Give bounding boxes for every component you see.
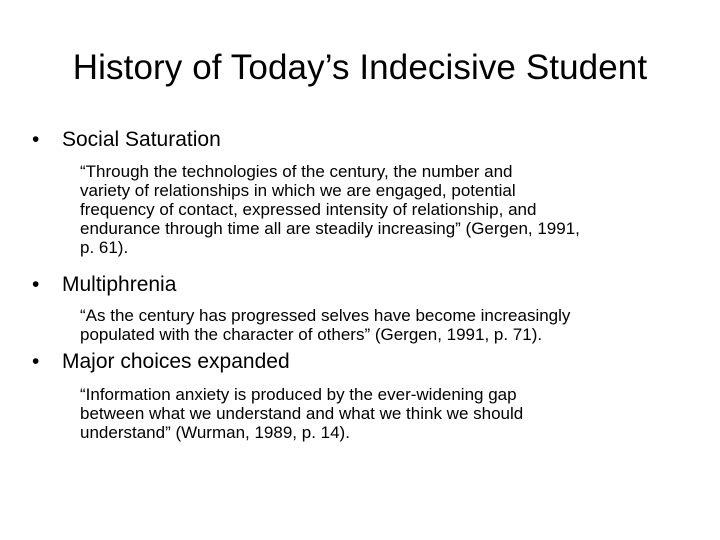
bullet-heading: Major choices expanded xyxy=(62,350,290,373)
quote-line: “Information anxiety is produced by the ever-widening gap xyxy=(80,385,517,404)
quote-line: p. 61). xyxy=(80,238,129,257)
quote-line: understand” (Wurman, 1989, p. 14). xyxy=(80,423,350,442)
bullet-multiphrenia xyxy=(32,272,176,298)
bullet-social-saturation xyxy=(32,127,221,153)
quote-major-choices-expanded xyxy=(80,385,670,442)
quote-line: “Through the technologies of the century, the number and xyxy=(80,162,513,181)
bullet-dot-icon: • xyxy=(32,350,40,373)
quote-line: populated with the character of others” (Gergen, 1991, p. 71). xyxy=(80,325,543,344)
bullet-heading: Multiphrenia xyxy=(62,273,177,296)
quote-social-saturation xyxy=(80,162,670,257)
quote-line: variety of relationships in which we are engaged, potential xyxy=(80,181,516,200)
quote-multiphrenia xyxy=(80,306,670,344)
quote-line: endurance through time all are steadily increasing” (Gergen, 1991, xyxy=(80,219,580,238)
bullet-dot-icon: • xyxy=(32,273,40,296)
quote-line: frequency of contact, expressed intensity of relationship, and xyxy=(80,200,537,219)
bullet-major-choices-expanded xyxy=(32,349,290,375)
quote-line: between what we understand and what we think we should xyxy=(80,404,524,423)
bullet-heading: Social Saturation xyxy=(62,128,221,151)
bullet-dot-icon: • xyxy=(32,128,40,151)
slide-title: History of Today’s Indecisive Student xyxy=(72,48,648,87)
quote-line: “As the century has progressed selves have become increasingly xyxy=(80,306,571,325)
